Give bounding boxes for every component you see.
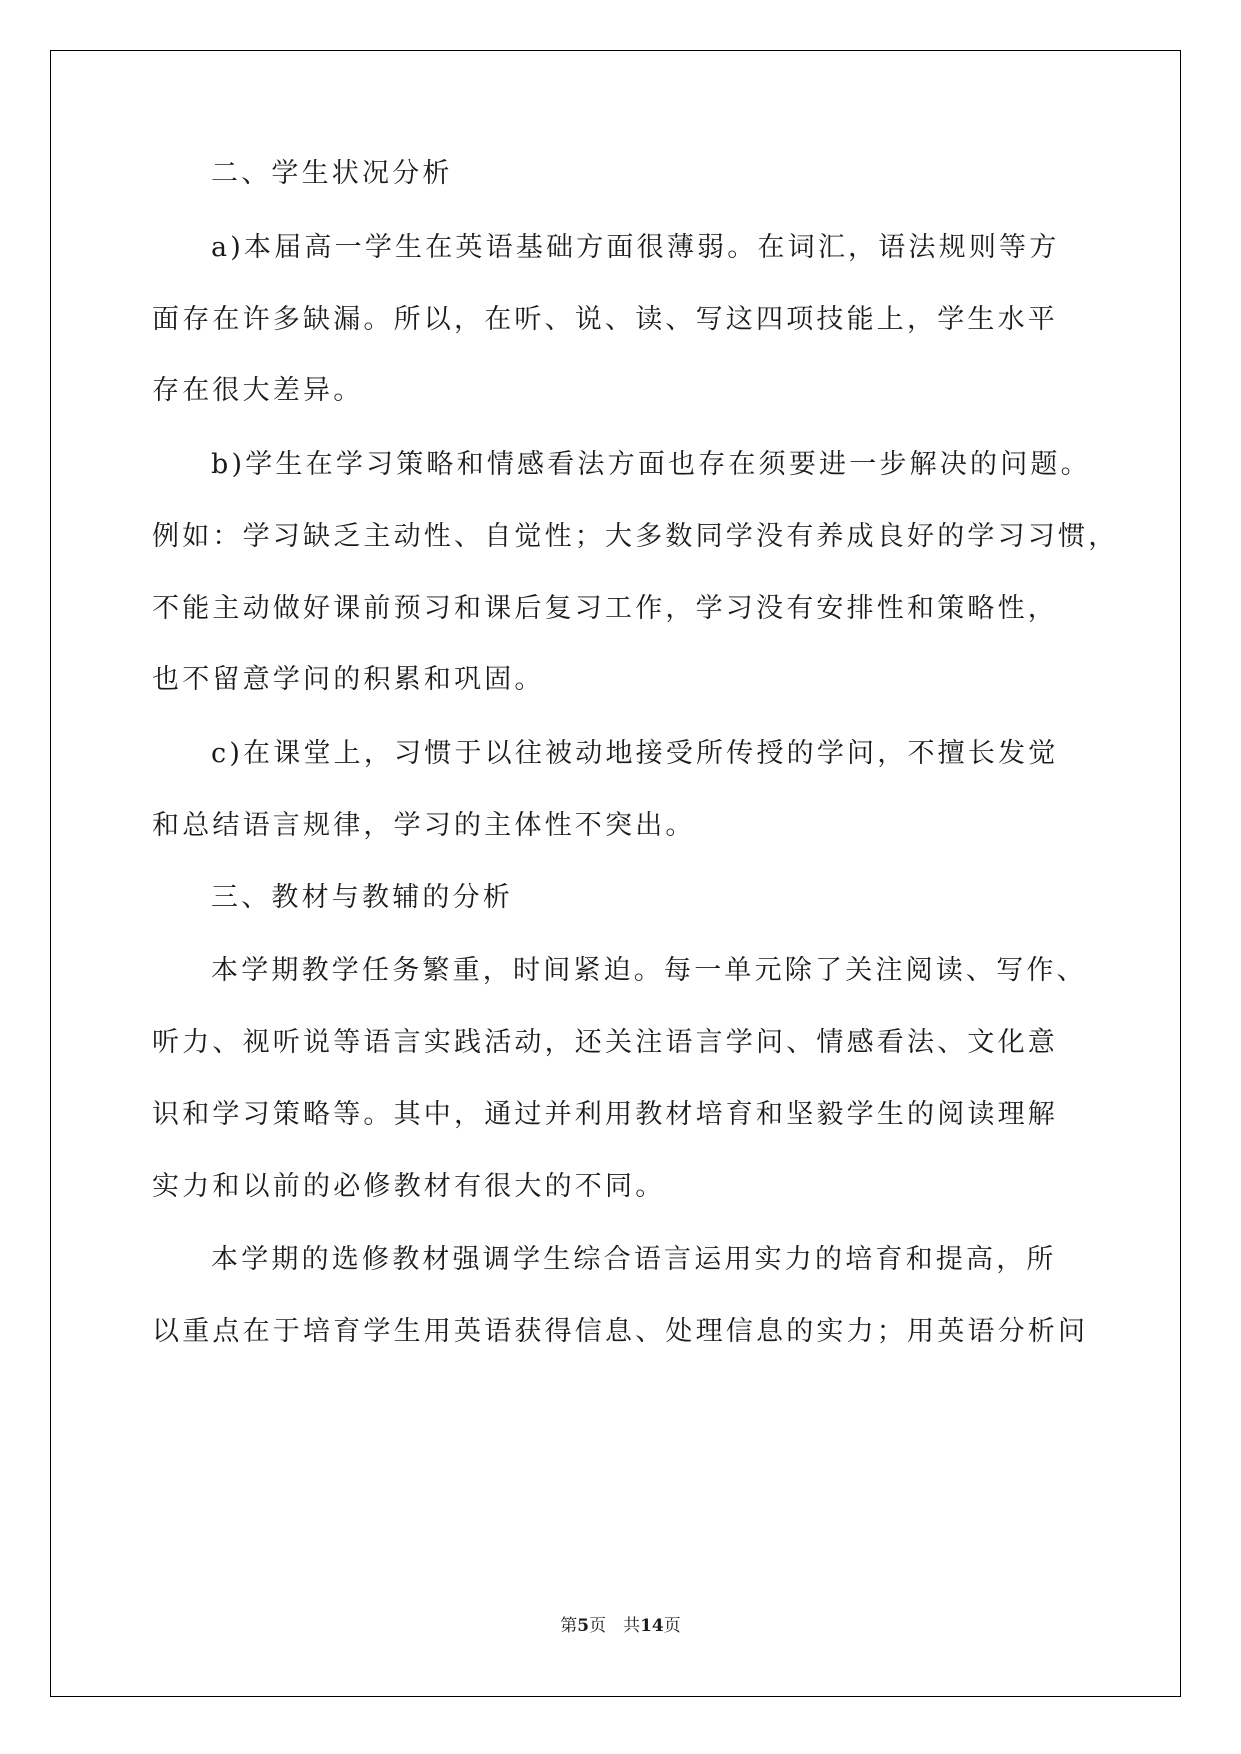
section-heading: 二、学生状况分析 [211,158,453,189]
page-border [50,50,1181,1697]
footer-mid: 页 共 [589,1616,641,1636]
paragraph-line: 实力和以前的必修教材有很大的不同。 [152,1171,666,1202]
footer-suffix: 页 [663,1616,681,1636]
footer-prefix: 第 [560,1616,578,1636]
paragraph-line: 和总结语言规律，学习的主体性不突出。 [152,810,696,841]
paragraph-line: c)在课堂上，习惯于以往被动地接受所传授的学问，不擅长发觉 [211,738,1059,769]
paragraph-line: 本学期教学任务繁重，时间紧迫。每一单元除了关注阅读、写作、 [211,955,1087,986]
paragraph-line: b)学生在学习策略和情感看法方面也存在须要进一步解决的问题。 [211,449,1091,480]
current-page-number: 5 [577,1616,590,1636]
page-footer [0,1611,1241,1636]
paragraph-line: 本学期的选修教材强调学生综合语言运用实力的培育和提高，所 [211,1244,1057,1275]
paragraph-line: 以重点在于培育学生用英语获得信息、处理信息的实力；用英语分析问 [152,1316,1089,1347]
paragraph-line: 听力、视听说等语言实践活动，还关注语言学问、情感看法、文化意 [152,1027,1058,1058]
paragraph-line: 不能主动做好课前预习和课后复习工作，学习没有安排性和策略性， [152,593,1058,624]
paragraph-line: a)本届高一学生在英语基础方面很薄弱。在词汇，语法规则等方 [211,232,1060,263]
paragraph-line: 面存在许多缺漏。所以，在听、说、读、写这四项技能上，学生水平 [152,304,1058,335]
total-page-count: 14 [640,1616,664,1636]
paragraph-line: 也不留意学问的积累和巩固。 [152,664,545,695]
section-heading: 三、教材与教辅的分析 [211,882,513,913]
paragraph-line: 例如：学习缺乏主动性、自觉性；大多数同学没有养成良好的学习习惯， [152,521,1119,552]
paragraph-line: 识和学习策略等。其中，通过并利用教材培育和坚毅学生的阅读理解 [152,1099,1058,1130]
paragraph-line: 存在很大差异。 [152,375,364,406]
